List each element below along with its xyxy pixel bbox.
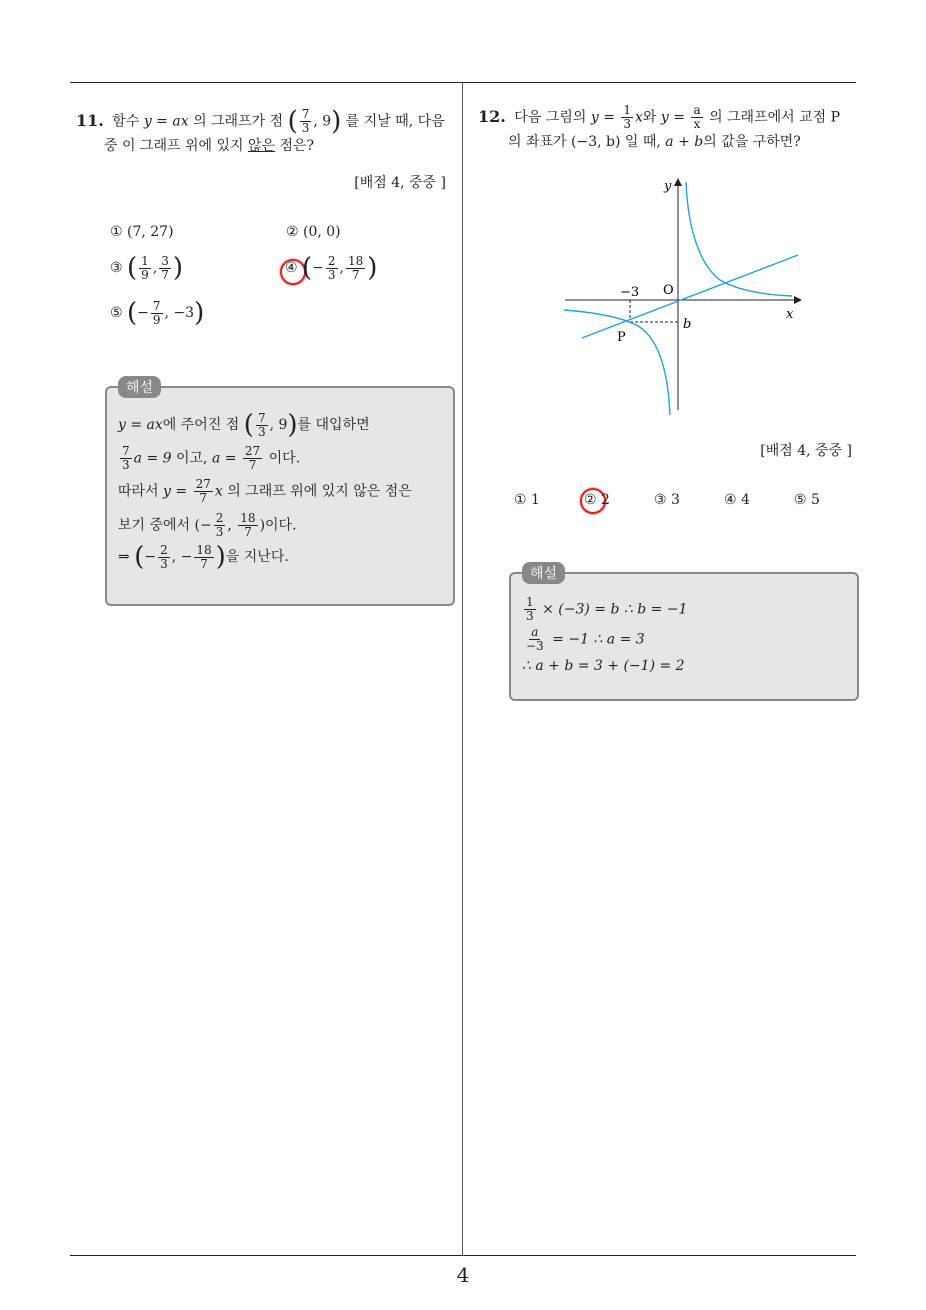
q12-sol-line1: $\frac{1}{3}$ × (−3) = b ∴ b = −1 [526,595,688,623]
origin-label: O [663,283,674,298]
x-axis-label: x [786,307,794,322]
q12-number: 12. [478,106,506,126]
q11-choice-3[interactable]: ③ ( $\frac{1}{9}$ , $\frac{3}{7}$ ) [110,253,184,283]
hyperbola-branch-1 [686,182,792,296]
y-axis-label: y [664,179,672,194]
neg3-label: −3 [620,285,640,300]
q12-choice-3[interactable]: ③ 3 [654,492,680,508]
top-rule [70,82,856,83]
q11-line1: 11. 함수 y = ax 의 그래프가 점 ( $\frac{7}{3}$ , 9) 를 지날 때, 다음 [76,106,445,137]
b-label: b [683,317,692,332]
q11-choice-2[interactable]: ② (0, 0) [286,224,341,240]
q11-sol-line2: $\frac{7}{3}$ a = 9 이고, a = $\frac{27}{7}$ 이다. [122,444,301,472]
question-12 [478,104,858,153]
underlined-word: 않은 [247,138,276,154]
q12-line2: 의 좌표가 (−3, b) 일 때, a + b의 값을 구하면? [508,134,801,150]
q12-graph [560,170,810,420]
q11-choice-1[interactable]: ① (7, 27) [110,224,174,240]
q11-line2: 중 이 그래프 위에 있지 않은 점은? [104,138,315,154]
q12-choice-2[interactable]: ② 2 [584,492,610,508]
hyperbola-branch-2 [564,310,670,415]
bottom-rule [70,1255,856,1256]
p-label: P [617,330,626,345]
q11-sol-line3: 따라서 y = $\frac{27}{7}$ x 의 그래프 위에 있지 않은 점은 [118,477,412,505]
column-divider [462,82,463,1255]
q11-solution-label: 해설 [118,376,161,398]
q12-line1: 12. 다음 그림의 y = $\frac{1}{3}$ x와 y = $\frac{a}{x}$ 의 그래프에서 교점 P [478,103,841,131]
q11-choice-4[interactable]: ④ (− $\frac{2}{3}$ , $\frac{18}{7}$ ) [285,253,378,283]
question-11 [76,108,456,157]
page-number: 4 [456,1263,470,1287]
q11-score: [배점 4, 중중 ] [354,175,446,191]
q11-sol-line5: ⇒ (− $\frac{2}{3}$ , − $\frac{18}{7}$ )을 지난다. [118,542,289,572]
q11-choice-5[interactable]: ⑤ (− $\frac{7}{9}$ , −3) [110,298,205,328]
q12-choice-4[interactable]: ④ 4 [724,492,750,508]
q11-sol-line1: y = ax에 주어진 점 ( $\frac{7}{3}$ , 9)를 대입하면 [118,410,370,440]
q11-sol-line4: 보기 중에서 (− $\frac{2}{3}$ , $\frac{18}{7}$ )이다. [118,511,297,539]
q12-solution-label: 해설 [522,562,565,584]
q11-number: 11. [76,110,104,130]
q12-choice-5[interactable]: ⑤ 5 [794,492,820,508]
q12-sol-line3: ∴ a + b = 3 + (−1) = 2 [522,658,685,674]
q12-score: [배점 4, 중중 ] [760,443,852,459]
q12-choice-1[interactable]: ① 1 [514,492,540,508]
q12-sol-line2: $\frac{a}{-3}$ = −1 ∴ a = 3 [526,625,645,653]
